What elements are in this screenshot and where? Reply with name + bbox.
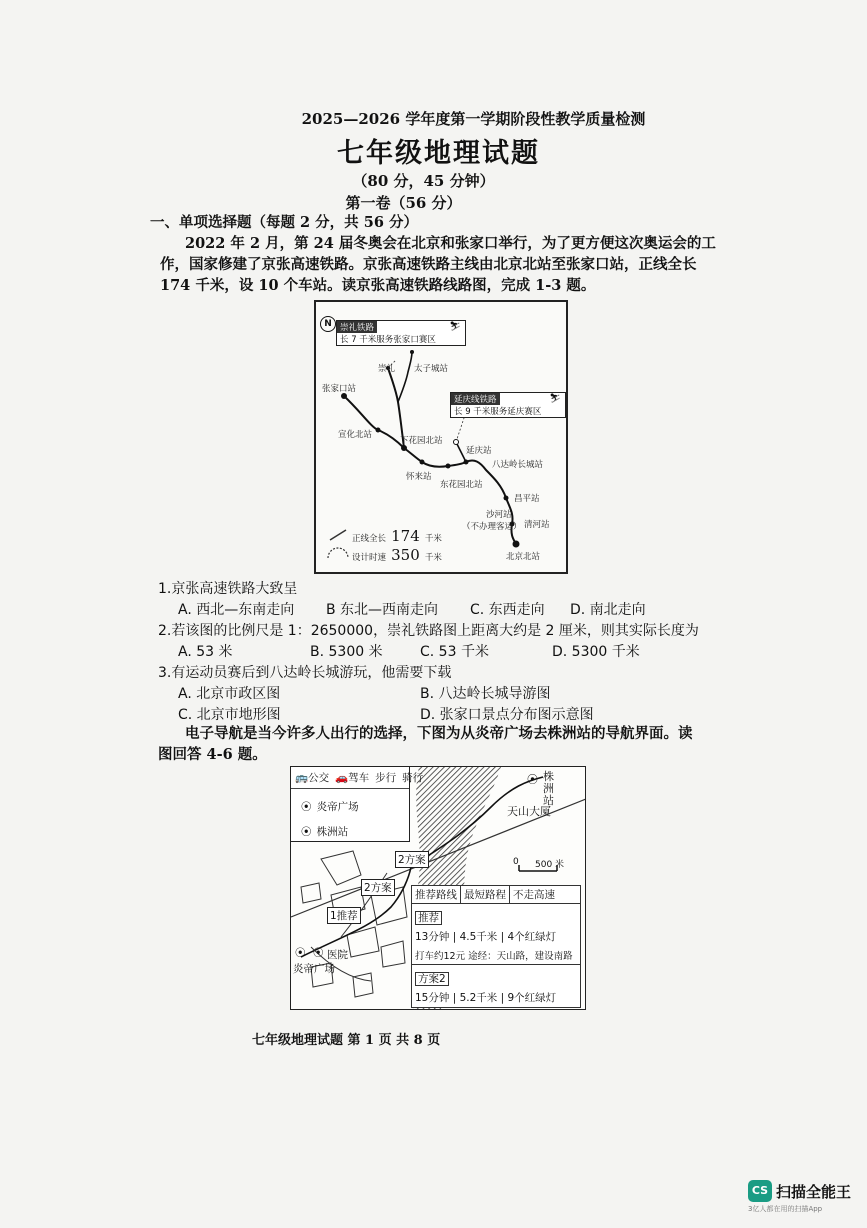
nav-intro-line-2: 图回答 4-6 题。 — [158, 746, 267, 763]
legend-speed: 设计时速 350 千米 — [352, 546, 442, 564]
station-xuanhua: 宣化北站 — [338, 430, 373, 440]
scanner-watermark — [748, 1180, 851, 1214]
navigation-screenshot — [290, 766, 586, 1010]
station-chongli: 崇礼 — [378, 364, 396, 374]
intro-line-1: 2022 年 2 月，第 24 届冬奥会在北京和张家口举行，为了更方便这次奥运会的工 — [185, 235, 716, 252]
station-changping: 昌平站 — [514, 494, 540, 504]
station-shahe-note: （不办理客运） — [462, 522, 522, 532]
station-taizicheng: 太子城站 — [414, 364, 449, 374]
question-1: 1.京张高速铁路大致呈 — [158, 581, 298, 597]
plan2-tag[interactable]: 2方案 — [361, 879, 395, 896]
car-icon: 🚗 — [335, 772, 349, 784]
station-zhangjiakou: 张家口站 — [322, 384, 357, 394]
yanqing-info-box — [450, 392, 566, 418]
station-beijingbei: 北京北站 — [506, 552, 541, 562]
hospital-label: 医院 — [327, 949, 348, 961]
intro-line-2: 作，国家修建了京张高速铁路。京张高速铁路主线由北京北站至张家口站，正线全长 — [160, 256, 697, 273]
q2-option-b: B. 5300 米 — [310, 644, 383, 660]
tianshan-label: 天山大厦 — [507, 805, 551, 818]
tab-no-highway[interactable]: 不走高速 — [513, 889, 555, 901]
yandi-plaza-label: 炎帝广场 — [293, 963, 335, 975]
chongli-desc: 长 7 千米服务张家口赛区 — [340, 335, 436, 345]
mode-drive[interactable]: 🚗驾车 — [335, 772, 370, 784]
location-pin-icon: ⦿ — [301, 826, 312, 838]
rail-map-figure — [314, 300, 568, 574]
station-xiahuayuan: 下花园北站 — [400, 436, 443, 446]
legend-length: 正线全长 174 千米 — [352, 527, 442, 545]
station-pin-icon: ⦿ — [527, 773, 538, 786]
origin-field[interactable]: ⦿ 炎帝广场 — [301, 801, 359, 813]
destination-field[interactable]: ⦿ 株洲站 — [301, 826, 349, 838]
bus-icon: 🚌 — [295, 772, 309, 784]
route-recommended[interactable] — [412, 904, 580, 964]
route-options-card — [411, 885, 581, 1008]
q3-option-a: A. 北京市政区图 — [178, 686, 281, 702]
station-shahe: 沙河站 — [486, 510, 512, 520]
mode-walk[interactable]: 步行 — [375, 772, 397, 784]
route-plan2[interactable] — [412, 964, 580, 1007]
q3-option-c: C. 北京市地形图 — [178, 707, 281, 723]
station-huailai: 怀来站 — [406, 472, 432, 482]
question-2: 2.若该图的比例尺是 1：2650000，崇礼铁路图上距离大约是 2 厘米，则其实际长度为 — [158, 623, 699, 639]
camscanner-logo-icon: CS — [748, 1180, 772, 1202]
origin-pin-icon: ⦿ — [295, 947, 306, 959]
watermark-tagline: 3亿人都在用的扫描App — [748, 1205, 823, 1213]
dest-station-label: 株洲站 — [543, 770, 554, 807]
station-donghuayuan: 东花园北站 — [440, 480, 483, 490]
question-3: 3.有运动员赛后到八达岭长城游玩，他需要下载 — [158, 665, 452, 681]
part-title: 第一卷（56 分） — [345, 194, 462, 212]
yanqing-desc: 长 9 千米服务延庆赛区 — [454, 407, 542, 417]
recommended-detail-2: 打车约12元 途经：天山路，建设南路 — [415, 951, 573, 962]
intro-line-3: 174 千米，设 10 个车站。读京张高速铁路线路图，完成 1-3 题。 — [160, 277, 596, 294]
q1-option-c: C. 东西走向 — [470, 602, 545, 618]
yanqing-title: 延庆线铁路 — [451, 393, 500, 405]
station-badaling: 八达岭长城站 — [492, 460, 544, 470]
q2-option-d: D. 5300 千米 — [552, 644, 640, 660]
location-pin-icon: ⦿ — [301, 801, 312, 813]
q1-option-b: B 东北—西南走向 — [326, 602, 439, 618]
ski-icon: ⛷ — [549, 394, 561, 404]
hospital-pin-icon: ⦿ — [313, 947, 324, 959]
station-yanqing: 延庆站 — [466, 446, 492, 456]
recommended-detail: 13分钟 | 4.5千米 | 4个红绿灯 — [415, 931, 557, 943]
plan2-tag-top[interactable]: 2方案 — [395, 851, 429, 868]
recommended-label: 推荐 — [415, 911, 442, 925]
page-footer: 七年级地理试题 第 1 页 共 8 页 — [252, 1033, 441, 1048]
mode-bus[interactable]: 🚌公交 — [295, 772, 330, 784]
chongli-info-box — [336, 320, 466, 346]
recommended-tag[interactable]: 1推荐 — [327, 907, 361, 924]
station-qinghe: 清河站 — [524, 520, 550, 530]
ski-icon: ⛷ — [449, 322, 461, 332]
tab-shortest[interactable]: 最短路程 — [461, 886, 510, 903]
route-search-panel — [291, 767, 424, 842]
mode-bike[interactable]: 骑行 — [402, 772, 424, 784]
q1-option-a: A. 西北—东南走向 — [178, 602, 295, 618]
q2-option-a: A. 53 米 — [178, 644, 233, 660]
north-arrow-icon: N — [320, 316, 336, 332]
nav-intro-line-1: 电子导航是当今许多人出行的选择，下图为从炎帝广场去株洲站的导航界面。读 — [185, 725, 693, 742]
travel-mode-bar — [291, 767, 424, 789]
section-heading: 一、单项选择题（每题 2 分，共 56 分） — [150, 214, 418, 231]
scale-label: 500 米 — [535, 860, 565, 870]
chongli-title: 崇礼铁路 — [337, 321, 377, 333]
exam-meta: （80 分，45 分钟） — [352, 172, 495, 190]
exam-subtitle: 2025—2026 学年度第一学期阶段性教学质量检测 — [301, 110, 646, 128]
exam-title: 七年级地理试题 — [337, 138, 540, 169]
q2-option-c: C. 53 千米 — [420, 644, 489, 660]
q3-option-b: B. 八达岭长城导游图 — [420, 686, 551, 702]
scale-zero: 0 — [513, 857, 519, 867]
plan2-detail: 15分钟 | 5.2千米 | 9个红绿灯 — [415, 992, 557, 1004]
watermark-name: 扫描全能王 — [776, 1182, 852, 1201]
q3-option-d: D. 张家口景点分布图示意图 — [420, 707, 594, 723]
plan2-label: 方案2 — [415, 972, 449, 986]
route-tabs — [412, 886, 580, 904]
tab-recommended[interactable]: 推荐路线 — [412, 886, 461, 903]
q1-option-d: D. 南北走向 — [570, 602, 646, 618]
